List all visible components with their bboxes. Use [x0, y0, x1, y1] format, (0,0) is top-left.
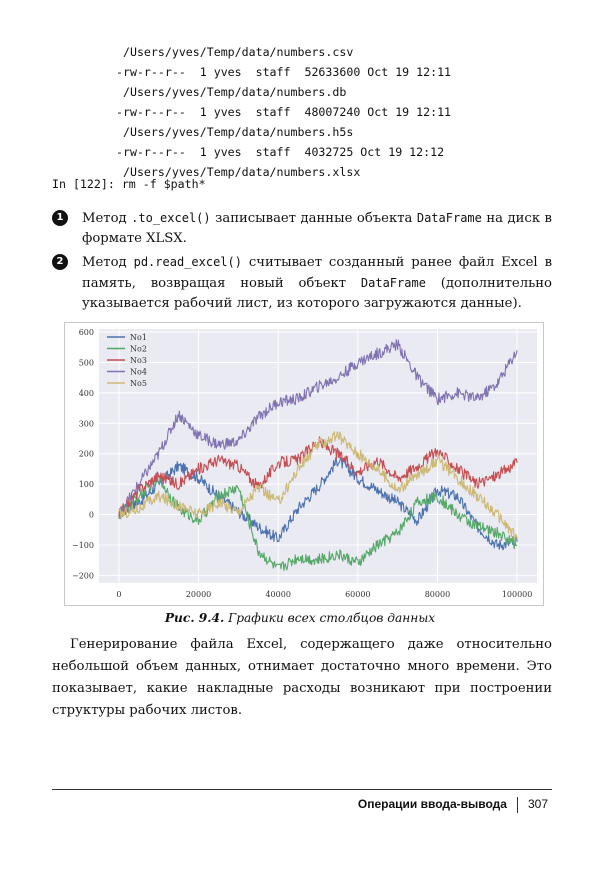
- x-tick-label: 0: [116, 590, 122, 599]
- code-line: /Users/yves/Temp/data/numbers.h5s: [116, 125, 354, 139]
- input-prompt: [52, 177, 206, 191]
- footer-separator: [517, 797, 518, 813]
- annotation-number: 2: [52, 254, 68, 270]
- x-tick-label: 20000: [185, 590, 212, 599]
- annotation-code: .to_excel(): [131, 211, 211, 225]
- chart-figure: [64, 322, 544, 606]
- caption-label: Рис. 9.4.: [164, 611, 225, 625]
- code-line: -rw-r--r-- 1 yves staff 48007240 Oct 19 12:11: [116, 105, 452, 119]
- code-line: /Users/yves/Temp/data/numbers.db: [116, 85, 347, 99]
- annotation-code: DataFrame: [416, 211, 482, 225]
- y-tick-label: 300: [78, 419, 94, 429]
- annotation-text: записывает данные объекта: [210, 211, 417, 226]
- legend-label: No2: [130, 344, 147, 354]
- y-tick-label: −200: [72, 571, 94, 581]
- annotation-code: DataFrame: [360, 276, 426, 290]
- code-line: /Users/yves/Temp/data/numbers.csv: [116, 45, 354, 59]
- prompt-label: In [122]:: [52, 177, 115, 191]
- code-line: -rw-r--r-- 1 yves staff 4032725 Oct 19 12:12: [116, 145, 445, 159]
- x-tick-label: 80000: [424, 590, 451, 599]
- annotation-text: на диск в формате XLSX.: [82, 211, 552, 246]
- x-tick-label: 100000: [501, 590, 533, 599]
- y-tick-label: 600: [78, 328, 94, 338]
- body-paragraph: Генерирование файла Excel, содержащего даже относительно небольшой объем данных, отнимает достаточно много времени. Это показывает, какие накладные расходы возникают при построении структуры рабочих листов.: [52, 637, 552, 718]
- code-line: /Users/yves/Temp/data/numbers.xlsx: [116, 165, 361, 179]
- legend-label: No5: [130, 379, 147, 388]
- line-chart: [65, 323, 543, 605]
- footer-rule: [52, 789, 552, 790]
- caption-text: Графики всех столбцов данных: [224, 611, 436, 625]
- legend-label: No1: [130, 333, 147, 342]
- annotation-text: Метод: [82, 211, 132, 226]
- prompt-command: rm -f $path*: [121, 177, 206, 191]
- annotation-1: [52, 208, 552, 249]
- annotation-code: pd.read_excel(): [133, 255, 242, 269]
- annotation-text: считывает созданный ранее файл Excel в память, возвращая новый объект: [82, 255, 552, 291]
- footer-section: Операции ввода-вывода: [357, 797, 507, 812]
- page-number: 307: [527, 797, 548, 812]
- code-line: -rw-r--r-- 1 yves staff 52633600 Oct 19 12:11: [116, 65, 452, 79]
- page-footer: [358, 797, 548, 813]
- x-tick-label: 60000: [345, 590, 371, 599]
- x-tick-label: 40000: [265, 590, 291, 599]
- legend-label: No3: [130, 356, 147, 365]
- y-tick-label: 200: [78, 449, 94, 459]
- y-tick-label: 500: [78, 358, 94, 368]
- y-tick-label: 400: [78, 388, 94, 398]
- y-tick-label: −100: [72, 540, 94, 550]
- annotation-text: (дополнительно указывается рабочий лист, из которого загружаются данные).: [82, 276, 552, 311]
- legend-label: No4: [130, 367, 147, 377]
- annotation-number: 1: [52, 210, 68, 226]
- figure-caption: [0, 611, 600, 625]
- y-tick-label: 0: [88, 510, 94, 520]
- y-tick-label: 100: [78, 480, 94, 490]
- annotation-text: Метод: [82, 255, 134, 270]
- annotation-2: [52, 252, 552, 314]
